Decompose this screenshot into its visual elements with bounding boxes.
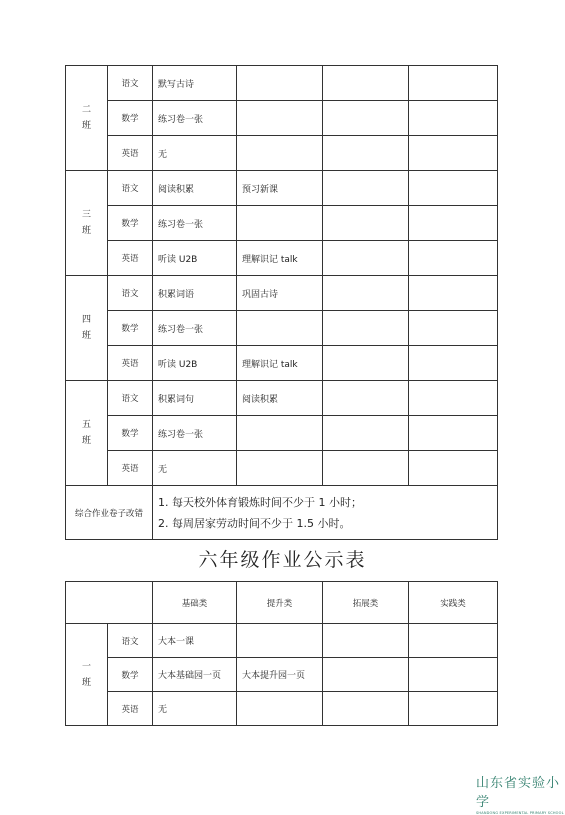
homework-cell <box>237 66 323 101</box>
table-row <box>66 416 498 451</box>
homework-cell: 大本基础园一页 <box>153 658 237 692</box>
header-row <box>66 582 498 624</box>
header-cell: 提升类 <box>237 582 323 624</box>
subject-cell: 语文 <box>108 624 153 658</box>
homework-cell <box>323 624 409 658</box>
homework-cell <box>237 416 323 451</box>
subject-cell: 数学 <box>108 311 153 346</box>
subject-cell: 语文 <box>108 66 153 101</box>
table-row <box>66 276 498 311</box>
homework-cell <box>409 346 498 381</box>
homework-cell: 理解识记 talk <box>237 346 323 381</box>
subject-cell: 语文 <box>108 381 153 416</box>
misc-note-line: 2. 每周居家劳动时间不少于 1.5 小时。 <box>158 516 351 530</box>
homework-cell <box>323 66 409 101</box>
homework-cell <box>409 624 498 658</box>
homework-cell <box>323 381 409 416</box>
homework-cell <box>323 241 409 276</box>
homework-cell <box>409 101 498 136</box>
homework-table-body <box>66 66 498 540</box>
homework-table-grade5 <box>65 65 498 540</box>
table-row <box>66 658 498 692</box>
subject-cell: 语文 <box>108 276 153 311</box>
class-cell: 三 班 <box>66 171 108 276</box>
homework-cell <box>409 381 498 416</box>
homework-cell <box>237 206 323 241</box>
homework-cell: 练习卷一张 <box>153 206 237 241</box>
homework-cell <box>323 692 409 726</box>
homework-cell <box>323 451 409 486</box>
table-row <box>66 381 498 416</box>
subject-cell: 数学 <box>108 206 153 241</box>
class-cell: 二 班 <box>66 66 108 171</box>
homework-cell: 巩固古诗 <box>237 276 323 311</box>
table-row <box>66 66 498 101</box>
homework-cell: 无 <box>153 451 237 486</box>
subject-cell: 语文 <box>108 171 153 206</box>
homework-cell <box>409 66 498 101</box>
misc-note-line: 1. 每天校外体育锻炼时间不少于 1 小时； <box>158 495 362 509</box>
homework-cell <box>323 171 409 206</box>
header-cell: 基础类 <box>153 582 237 624</box>
homework-cell <box>409 171 498 206</box>
homework-cell: 听读 U2B <box>153 346 237 381</box>
subject-cell: 英语 <box>108 692 153 726</box>
homework-cell <box>409 311 498 346</box>
homework-cell <box>323 206 409 241</box>
subject-cell: 数学 <box>108 658 153 692</box>
subject-cell: 英语 <box>108 346 153 381</box>
homework-cell <box>323 136 409 171</box>
homework-cell <box>323 311 409 346</box>
table-row <box>66 624 498 658</box>
homework-cell <box>323 101 409 136</box>
homework-cell <box>237 311 323 346</box>
homework-cell: 无 <box>153 136 237 171</box>
table-row <box>66 311 498 346</box>
homework-cell: 大本一课 <box>153 624 237 658</box>
table-row <box>66 241 498 276</box>
homework-cell <box>409 241 498 276</box>
homework-cell: 理解识记 talk <box>237 241 323 276</box>
table-row <box>66 101 498 136</box>
table-row <box>66 346 498 381</box>
homework-cell <box>323 346 409 381</box>
homework-cell <box>237 451 323 486</box>
homework-cell: 预习新课 <box>237 171 323 206</box>
homework-table-grade6 <box>65 581 498 726</box>
homework-cell <box>409 276 498 311</box>
header-cell: 实践类 <box>409 582 498 624</box>
class-cell: 一 班 <box>66 624 108 726</box>
school-logo <box>476 772 565 815</box>
homework-cell: 听读 U2B <box>153 241 237 276</box>
subject-cell: 英语 <box>108 241 153 276</box>
homework-table-body <box>66 582 498 726</box>
homework-cell: 积累词句 <box>153 381 237 416</box>
homework-cell: 默写古诗 <box>153 66 237 101</box>
class-cell: 五 班 <box>66 381 108 486</box>
homework-cell <box>237 692 323 726</box>
homework-cell <box>409 692 498 726</box>
homework-cell <box>409 416 498 451</box>
logo-name-en: SHANDONG EXPERIMENTAL PRIMARY SCHOOL <box>476 811 564 815</box>
homework-cell: 积累词语 <box>153 276 237 311</box>
logo-name-cn: 山东省实验小学 <box>476 776 561 810</box>
homework-cell <box>323 276 409 311</box>
homework-cell <box>323 658 409 692</box>
subject-cell: 数学 <box>108 416 153 451</box>
table-row <box>66 206 498 241</box>
subject-cell: 英语 <box>108 136 153 171</box>
homework-cell <box>409 136 498 171</box>
table-row <box>66 136 498 171</box>
page-title: 六年级作业公示表 <box>198 549 367 571</box>
homework-cell: 阅读积累 <box>237 381 323 416</box>
homework-cell <box>237 101 323 136</box>
subject-cell: 数学 <box>108 101 153 136</box>
misc-label: 综合作业卷子改错 <box>66 486 153 540</box>
homework-cell: 练习卷一张 <box>153 311 237 346</box>
homework-cell: 大本提升园一页 <box>237 658 323 692</box>
homework-cell <box>237 624 323 658</box>
homework-cell <box>323 416 409 451</box>
misc-notes <box>153 486 498 540</box>
homework-cell: 无 <box>153 692 237 726</box>
table-row <box>66 451 498 486</box>
homework-cell <box>409 206 498 241</box>
header-cell: 拓展类 <box>323 582 409 624</box>
homework-cell: 练习卷一张 <box>153 416 237 451</box>
homework-cell: 阅读积累 <box>153 171 237 206</box>
header-blank-cell <box>66 582 153 624</box>
homework-cell <box>409 658 498 692</box>
misc-row <box>66 486 498 540</box>
homework-cell: 练习卷一张 <box>153 101 237 136</box>
table-row <box>66 692 498 726</box>
subject-cell: 英语 <box>108 451 153 486</box>
homework-cell <box>409 451 498 486</box>
class-cell: 四 班 <box>66 276 108 381</box>
table-row <box>66 171 498 206</box>
homework-cell <box>237 136 323 171</box>
